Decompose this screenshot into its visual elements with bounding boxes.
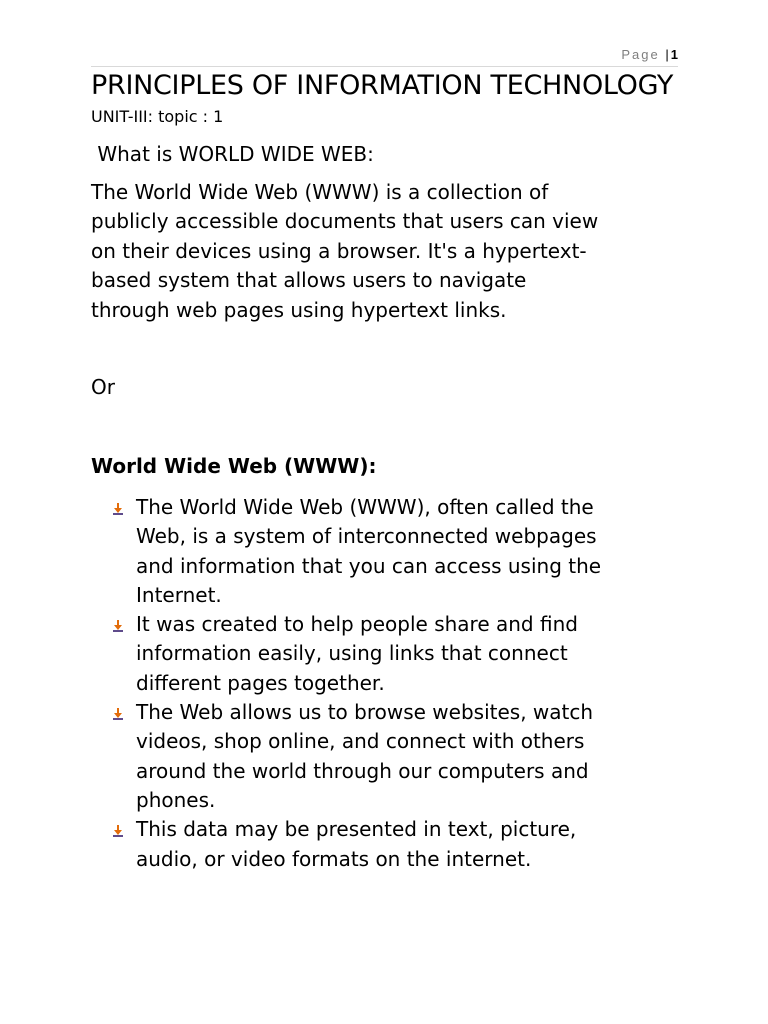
- page-separator: |: [665, 47, 669, 62]
- bullet-line: and information that you can access using the: [136, 553, 602, 578]
- bullet-line: It was created to help people share and find: [136, 612, 578, 637]
- bullet-line: Internet.: [136, 582, 222, 607]
- bullet-item: [110, 698, 710, 815]
- definition-line: through web pages using hypertext links.: [91, 297, 507, 322]
- bullet-line: different pages together.: [136, 670, 385, 695]
- bullet-line: information easily, using links that connect: [136, 641, 568, 666]
- or-separator-text: Or: [91, 375, 115, 399]
- page-header: [91, 44, 678, 67]
- question-heading: What is WORLD WIDE WEB:: [91, 142, 374, 166]
- arrow-down-bullet-icon: [110, 823, 126, 839]
- bullet-line: phones.: [136, 787, 216, 812]
- bullet-item: [110, 610, 710, 698]
- bullet-line: videos, shop online, and connect with others: [136, 729, 585, 754]
- arrow-down-bullet-icon: [110, 501, 126, 517]
- document-subtitle: UNIT-III: topic : 1: [91, 107, 224, 126]
- definition-line: on their devices using a browser. It's a hypertext-: [91, 238, 587, 263]
- document-title: PRINCIPLES OF INFORMATION TECHNOLOGY: [91, 70, 674, 101]
- bullet-line: This data may be presented in text, picture,: [136, 817, 577, 842]
- bullet-line: around the world through our computers and: [136, 758, 589, 783]
- bullet-item: [110, 815, 710, 874]
- definition-line: The World Wide Web (WWW) is a collection of: [91, 180, 549, 204]
- bullet-list: [110, 493, 710, 874]
- page-number-label: [621, 47, 678, 62]
- bullet-line: The Web allows us to browse websites, watch: [136, 700, 594, 725]
- bullet-item: [110, 493, 710, 610]
- definition-line: based system that allows users to navigate: [91, 268, 527, 293]
- bullet-line: The World Wide Web (WWW), often called the: [136, 495, 594, 519]
- arrow-down-bullet-icon: [110, 618, 126, 634]
- bullet-line: audio, or video formats on the internet.: [136, 846, 532, 871]
- section-heading: World Wide Web (WWW):: [91, 454, 377, 478]
- page-number: 1: [670, 47, 678, 62]
- definition-line: publicly accessible documents that users can view: [91, 209, 599, 234]
- arrow-down-bullet-icon: [110, 706, 126, 722]
- bullet-line: Web, is a system of interconnected webpages: [136, 524, 597, 549]
- page-label: Page: [621, 47, 660, 62]
- definition-paragraph: [91, 178, 691, 325]
